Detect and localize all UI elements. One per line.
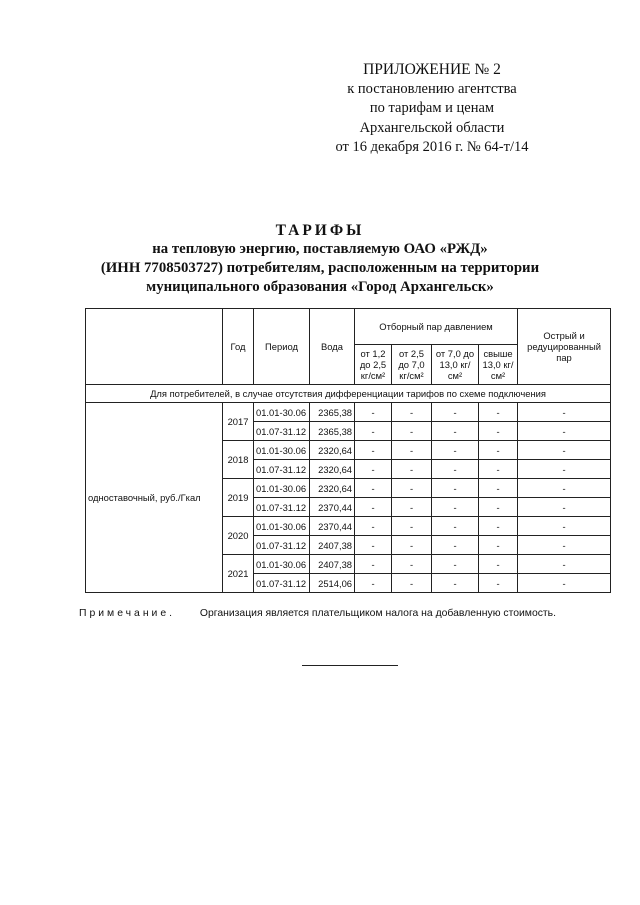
appendix-line: по тарифам и ценам	[369, 100, 495, 116]
sharp-steam-cell: -	[518, 555, 611, 574]
period-cell: 01.01-30.06	[254, 517, 310, 536]
appendix-line: Архангельской области	[359, 119, 505, 136]
water-cell: 2320,64	[310, 479, 355, 498]
pressure-2-cell: -	[392, 536, 432, 555]
pressure-3-cell: -	[432, 479, 479, 498]
document-heading	[60, 221, 580, 297]
period-cell: 01.07-31.12	[254, 536, 310, 555]
sharp-steam-cell: -	[518, 479, 611, 498]
pressure-3-cell: -	[432, 536, 479, 555]
pressure-2-cell: -	[392, 441, 432, 460]
sharp-steam-cell: -	[518, 536, 611, 555]
water-cell: 2370,44	[310, 498, 355, 517]
pressure-4-cell: -	[479, 536, 518, 555]
sharp-steam-cell: -	[518, 517, 611, 536]
period-cell: 01.01-30.06	[254, 441, 310, 460]
pressure-2-cell: -	[392, 517, 432, 536]
header-water: Вода	[310, 309, 355, 385]
heading-line: на тепловую энергию, поставляемую ОАО «РЖД»	[152, 241, 488, 257]
tariff-rows	[86, 403, 611, 593]
period-cell: 01.07-31.12	[254, 460, 310, 479]
period-cell: 01.07-31.12	[254, 574, 310, 593]
header-row	[86, 309, 611, 345]
tariff-table	[85, 308, 611, 593]
pressure-1-cell: -	[355, 555, 392, 574]
year-cell: 2020	[223, 517, 254, 555]
pressure-3-cell: -	[432, 498, 479, 517]
year-cell: 2018	[223, 441, 254, 479]
appendix-line: к постановлению агентства	[347, 80, 517, 97]
period-cell: 01.01-30.06	[254, 479, 310, 498]
header-blank-cell	[86, 309, 223, 385]
pressure-1-cell: -	[355, 517, 392, 536]
sharp-steam-cell: -	[518, 574, 611, 593]
header-year: Год	[223, 309, 254, 385]
period-cell: 01.07-31.12	[254, 422, 310, 441]
pressure-2-cell: -	[392, 574, 432, 593]
year-cell: 2019	[223, 479, 254, 517]
header-pressure-1: от 1,2 до 2,5 кг/см²	[355, 344, 392, 384]
pressure-2-cell: -	[392, 555, 432, 574]
header-pressure-2: от 2,5 до 7,0 кг/см²	[392, 344, 432, 384]
pressure-1-cell: -	[355, 441, 392, 460]
year-cell: 2021	[223, 555, 254, 593]
header-steam-group: Отборный пар давлением	[355, 309, 518, 345]
pressure-2-cell: -	[392, 422, 432, 441]
water-cell: 2365,38	[310, 422, 355, 441]
pressure-4-cell: -	[479, 498, 518, 517]
sharp-steam-cell: -	[518, 498, 611, 517]
pressure-3-cell: -	[432, 422, 479, 441]
pressure-4-cell: -	[479, 479, 518, 498]
note-label: Примечание.	[79, 608, 176, 619]
pressure-3-cell: -	[432, 460, 479, 479]
appendix-line: от 16 декабря 2016 г. № 64-т/14	[335, 139, 529, 155]
pressure-3-cell: -	[432, 574, 479, 593]
pressure-1-cell: -	[355, 403, 392, 422]
sharp-steam-cell: -	[518, 403, 611, 422]
appendix-block	[302, 60, 562, 158]
header-sharp-steam: Острый и редуцированный пар	[518, 309, 611, 385]
closing-rule	[302, 665, 398, 666]
sharp-steam-cell: -	[518, 422, 611, 441]
heading-title: ТАРИФЫ	[275, 222, 365, 239]
pressure-4-cell: -	[479, 555, 518, 574]
pressure-4-cell: -	[479, 517, 518, 536]
section-caption: Для потребителей, в случае отсутствия дифференциации тарифов по схеме подключения	[86, 385, 611, 403]
pressure-2-cell: -	[392, 479, 432, 498]
water-cell: 2365,38	[310, 403, 355, 422]
pressure-3-cell: -	[432, 403, 479, 422]
appendix-title: ПРИЛОЖЕНИЕ № 2	[363, 61, 501, 78]
header-pressure-3: от 7,0 до 13,0 кг/см²	[432, 344, 479, 384]
pressure-4-cell: -	[479, 422, 518, 441]
note-text: Организация является плательщиком налога на добавленную стоимость.	[199, 608, 556, 619]
water-cell: 2407,38	[310, 555, 355, 574]
pressure-2-cell: -	[392, 460, 432, 479]
water-cell: 2407,38	[310, 536, 355, 555]
pressure-3-cell: -	[432, 555, 479, 574]
pressure-3-cell: -	[432, 517, 479, 536]
pressure-1-cell: -	[355, 574, 392, 593]
pressure-4-cell: -	[479, 574, 518, 593]
pressure-2-cell: -	[392, 498, 432, 517]
pressure-4-cell: -	[479, 460, 518, 479]
period-cell: 01.07-31.12	[254, 498, 310, 517]
tariff-type-cell: одноставочный, руб./Гкал	[86, 403, 223, 593]
period-cell: 01.01-30.06	[254, 555, 310, 574]
water-cell: 2320,64	[310, 460, 355, 479]
sharp-steam-cell: -	[518, 441, 611, 460]
pressure-1-cell: -	[355, 479, 392, 498]
period-cell: 01.01-30.06	[254, 403, 310, 422]
pressure-1-cell: -	[355, 422, 392, 441]
pressure-1-cell: -	[355, 460, 392, 479]
water-cell: 2514,06	[310, 574, 355, 593]
section-row	[86, 385, 611, 403]
pressure-3-cell: -	[432, 441, 479, 460]
heading-line: (ИНН 7708503727) потребителям, расположенным на территории	[100, 260, 540, 276]
header-pressure-4: свыше 13,0 кг/см²	[479, 344, 518, 384]
year-cell: 2017	[223, 403, 254, 441]
header-period: Период	[254, 309, 310, 385]
water-cell: 2320,64	[310, 441, 355, 460]
sharp-steam-cell: -	[518, 460, 611, 479]
water-cell: 2370,44	[310, 517, 355, 536]
pressure-2-cell: -	[392, 403, 432, 422]
note	[79, 608, 556, 619]
table-row	[86, 403, 611, 422]
pressure-1-cell: -	[355, 498, 392, 517]
heading-line: муниципального образования «Город Архангельск»	[146, 279, 494, 295]
pressure-4-cell: -	[479, 441, 518, 460]
pressure-4-cell: -	[479, 403, 518, 422]
pressure-1-cell: -	[355, 536, 392, 555]
